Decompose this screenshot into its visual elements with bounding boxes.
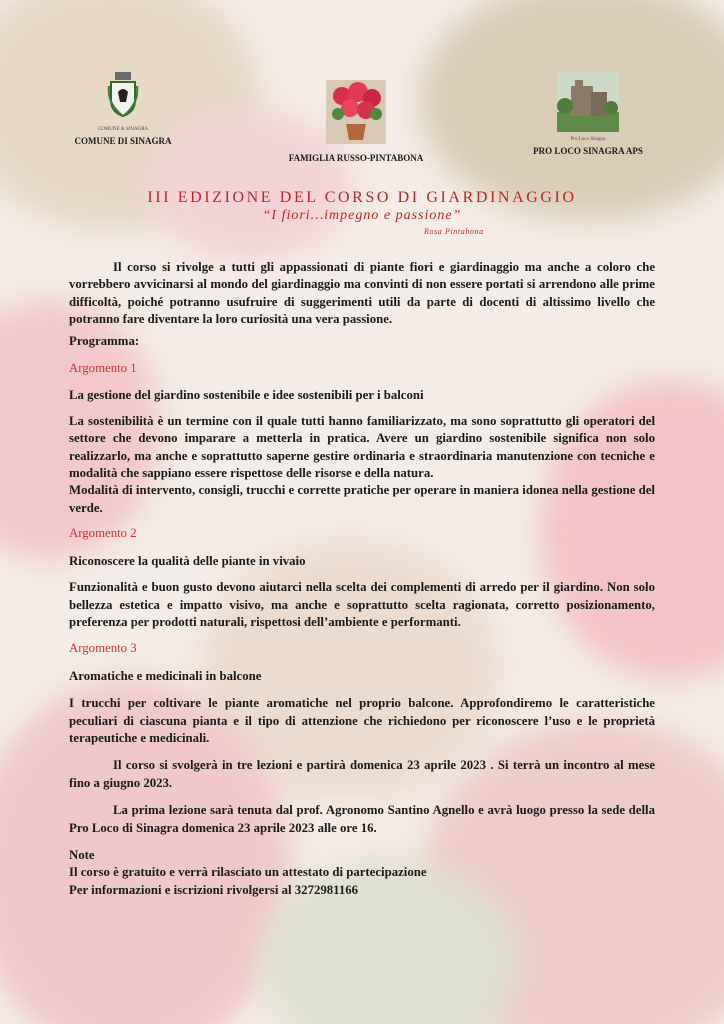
comune-sub-label: COMUNE di SINAGRA	[97, 127, 149, 132]
subtitle-author: Rosa Pintabona	[424, 227, 484, 236]
page-title: III EDIZIONE DEL CORSO DI GIARDINAGGIO	[147, 189, 577, 206]
comune-label: COMUNE DI SINAGRA	[74, 136, 172, 146]
notes-line-1: Il corso è gratuito e verrà rilasciato un attestato di partecipazione	[69, 865, 427, 880]
notes-line-2: Per informazioni e iscrizioni rivolgersi al 3272981166	[69, 882, 359, 897]
proloco-label: PRO LOCO SINAGRA APS	[533, 146, 643, 156]
topic-2-text: Funzionalità e buon gusto devono aiutarci nella scelta dei complementi di arredo per il giardino. Non solo bellezza estetica e impatto visivo, ma anche e soprattutto scelta ragionata, corretto posizionamento, preferenza per prodotti naturali, rispettosi dell’ambiente e performanti.	[69, 580, 655, 629]
topic-3-label: Argomento 3	[69, 641, 137, 656]
proloco-sub-label: Pro Loco Sinagra	[570, 137, 606, 142]
topic-1-text: La sostenibilità è un termine con il quale tutti hanno familiarizzato, ma sono soprattutto gli operatori del settore che devono imparare a metterla in pratica. Avere un giardino sostenibile significa non solo realizzarlo, ma anche e soprattutto saperne gestire ordinaria e straordinaria manutenzione con tecniche e modalità che sappiano essere rispettose delle risorse e della natura.	[69, 413, 655, 481]
topic-3-text: I trucchi per coltivare le piante aromatiche nel proprio balcone. Approfondiremo le caratteristiche peculiari di ciascuna pianta e il tipo di attenzione che richiedono per riconoscere l’uso e le proprietà terapeutiche e medicinali.	[69, 696, 655, 745]
famiglia-label: FAMIGLIA RUSSO-PINTABONA	[288, 153, 424, 163]
schedule-paragraph: Il corso si svolgerà in tre lezioni e partirà domenica 23 aprile 2023 . Si terrà un incontro al mese fino a giugno 2023.	[69, 758, 655, 790]
document-body	[69, 259, 655, 899]
first-lesson-paragraph: La prima lezione sarà tenuta dal prof. Agronomo Santino Agnello e avrà luogo presso la sede della Pro Loco di Sinagra domenica 23 aprile 2023 alle ore 16.	[69, 803, 655, 835]
programma-label: Programma:	[69, 333, 140, 348]
coat-of-arms-icon	[107, 70, 139, 122]
topic-3-title: Aromatiche e medicinali in balcone	[69, 668, 262, 683]
page-subtitle: “I fiori…impegno e passione”	[262, 208, 462, 223]
topic-1-text-2: Modalità di intervento, consigli, trucchi e corrette pratiche per operare in maniera idonea nella gestione del verde.	[69, 483, 655, 515]
logo-proloco	[528, 72, 648, 156]
topic-1-label: Argomento 1	[69, 361, 137, 376]
logo-famiglia	[281, 80, 431, 163]
flower-pot-photo	[326, 80, 386, 144]
topic-2-label: Argomento 2	[69, 526, 137, 541]
notes-label: Note	[69, 847, 95, 862]
intro-paragraph: Il corso si rivolge a tutti gli appassionati di piante fiori e giardinaggio ma anche a coloro che vorrebbero avvicinarsi al mondo del giardinaggio ma convinti di non essere portati si arrendono alle prime difficoltà, poiché potranno usufruire di suggerimenti utili da parte di docenti di altissimo livello che potranno fare diventare la loro curiosità una vera passione.	[69, 260, 655, 327]
topic-2-title: Riconoscere la qualità delle piante in vivaio	[69, 553, 306, 568]
logo-comune	[68, 70, 178, 146]
castle-photo	[557, 72, 619, 132]
topic-1-title: La gestione del giardino sostenibile e idee sostenibili per i balconi	[69, 388, 424, 403]
